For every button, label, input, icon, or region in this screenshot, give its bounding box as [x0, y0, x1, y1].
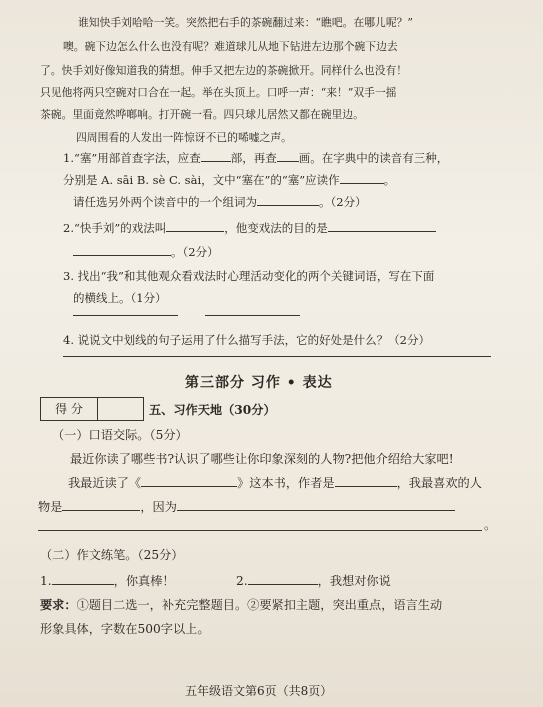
q2-purpose-blank[interactable]	[328, 231, 436, 232]
passage-line-6: 四周围看的人发出一阵惊讶不已的唏嘘之声。	[76, 131, 292, 144]
question-4: 4. 说说文中划线的句子运用了什么描写手法，它的好处是什么？（2分）	[63, 333, 430, 347]
question-1: 1.“塞”用部首查字法，应查 部，再查 画。在字典中的读音有三种，	[63, 151, 449, 165]
character-blank[interactable]	[62, 510, 140, 511]
author-blank[interactable]	[335, 486, 397, 487]
q1-reading-blank[interactable]	[340, 183, 384, 184]
section-5-title: 五、习作天地（30分）	[149, 403, 276, 417]
part3-title: 第三部分 习作 • 表达	[185, 375, 333, 391]
book-title-blank[interactable]	[141, 486, 237, 487]
reason-blank[interactable]	[177, 510, 455, 511]
composition-option-2: 2. ，我想对你说	[236, 574, 391, 588]
question-2-line-2: 。（2分）	[73, 244, 219, 260]
q1-strokes-blank[interactable]	[277, 161, 299, 162]
reason-line-2[interactable]	[38, 530, 482, 531]
q2-purpose-blank-2[interactable]	[73, 255, 171, 256]
reason-end-mark: 。	[484, 518, 497, 532]
option-1-blank[interactable]	[52, 584, 114, 585]
requirement-line-2: 形象具体，字数在500字以上。	[40, 622, 210, 636]
question-3: 3. 找出“我”和其他观众看戏法时心理活动变化的两个关键词语，写在下面	[63, 269, 435, 283]
requirement-line-1: 要求：①题目二选一，补充完整题目。②要紧扣主题，突出重点，语言生动	[40, 598, 443, 612]
q1-radical-blank[interactable]	[201, 161, 231, 162]
page-footer: 五年级语文第6页（共8页）	[185, 684, 333, 698]
composition-option-1: 1. ，你真棒！	[40, 574, 175, 588]
passage-line-5: 茶碗。里面竟然哗啷响。打开碗一看。四只球儿居然又都在碗里边。	[40, 108, 364, 121]
question-2: 2.“快手刘”的戏法叫 ，他变戏法的目的是	[63, 220, 436, 236]
passage-line-3: 了。快手刘好像知道我的猜想。伸手又把左边的茶碗掀开。同样什么也没有！	[40, 64, 408, 77]
question-1-line-2: 分别是 A. sāi B. sè C. sài，文中“塞在”的“塞”应读作 。	[63, 173, 396, 187]
q1-word-blank[interactable]	[257, 205, 319, 206]
score-label: 得 分	[41, 398, 98, 420]
q3-answer-line-1[interactable]	[73, 315, 178, 316]
score-box	[40, 397, 144, 421]
passage-line-4: 只见他将两只空碗对口合在一起。举在头顶上。口呼一声：“来！”双手一摇	[40, 86, 397, 99]
composition-title: （二）作文练笔。（25分）	[40, 548, 184, 562]
oral-section-title: （一）口语交际。（5分）	[52, 428, 188, 442]
q3-answer-line-2[interactable]	[205, 315, 300, 316]
q4-answer-line-1[interactable]	[63, 356, 491, 357]
score-cell[interactable]	[98, 398, 143, 420]
passage-line-1: 谁知快手刘哈哈一笑。突然把右手的茶碗翻过来：“瞧吧。在哪儿呢？”	[78, 16, 413, 29]
q2-trick-name-blank[interactable]	[166, 231, 224, 232]
question-3-line-2: 的横线上。（1分）	[73, 291, 167, 305]
question-1-line-3: 请任选另外两个读音中的一个组词为 。（2分）	[73, 195, 367, 209]
oral-prompt: 最近你读了哪些书?认识了哪些让你印象深刻的人物?把他介绍给大家吧!	[70, 452, 454, 466]
book-line: 我最近读了《 》这本书，作者是 ，我最喜欢的人	[68, 476, 482, 490]
character-line: 物是 ，因为	[38, 498, 455, 515]
option-2-blank[interactable]	[248, 584, 318, 585]
passage-line-2: 噢。碗下边怎么什么也没有呢？难道球儿从地下钻进左边那个碗下边去	[63, 40, 398, 53]
